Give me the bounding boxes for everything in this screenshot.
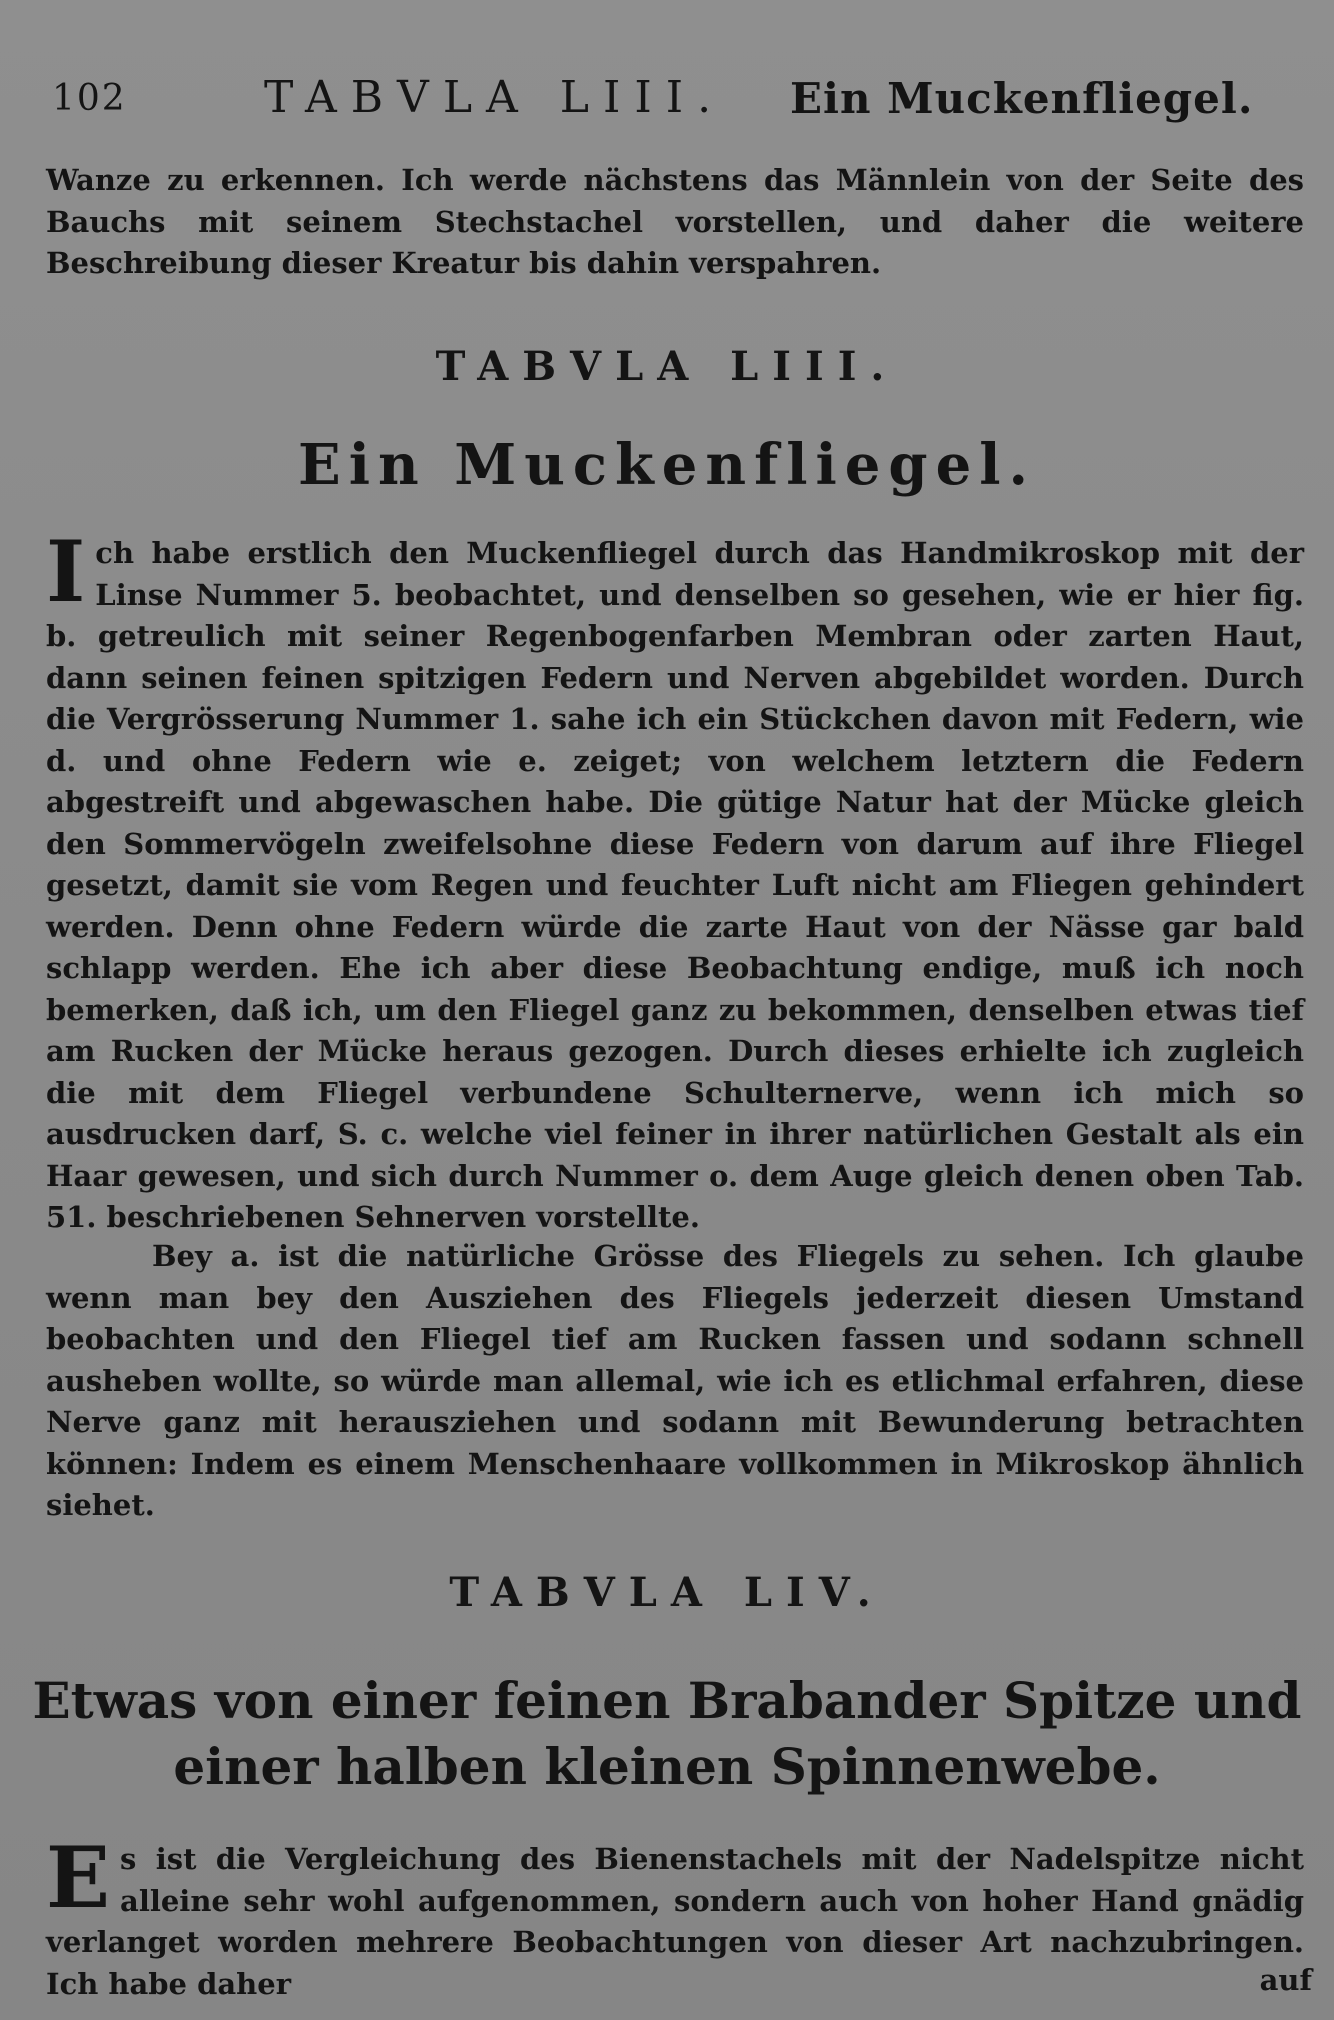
- running-head: [52, 72, 1302, 122]
- section-heading-brabander-spitze: Etwas von einer feinen Brabander Spitze und einer halben kleinen Spinnenwebe.: [32, 1671, 1302, 1796]
- section-tabula-liii: TABVLA LIII.: [435, 343, 899, 390]
- running-head-tabula: TABVLA LIII.: [264, 72, 726, 123]
- paragraph-brabander-1: [46, 1828, 1304, 2005]
- dropcap: I: [46, 522, 86, 621]
- paragraph-text: ch habe erstlich den Muckenfliegel durch das Handmikroskop mit der Linse Nummer 5. beobachtet, und denselben so gesehen, wie er hier fig. b. getreulich mit seiner Regenbogenfarben Membran oder zarten Haut, dann seinen feinen spitzigen Federn und Nerven abgebildet worden. Durch die Vergrösserung Nummer 1. sahe ich ein Stückchen davon mit Federn, wie d. und ohne Federn wie e. zeiget; von welchem letztern die Federn abgestreift und abgewaschen habe. Die gütige Natur hat der Mücke gleich den Sommervögeln zweifelsohne diese Federn von darum auf ihre Fliegel gesetzt, damit sie vom Regen und feuchter Luft nicht am Fliegen gehindert werden. Denn ohne Federn würde die zarte Haut von der Nässe gar bald schlapp werden. Ehe ich aber diese Beobachtung endige, muß ich noch bemerken, daß ich, um den Fliegel ganz zu bekommen, denselben etwas tief am Rucken der Mücke heraus gezogen. Durch dieses erhielte ich zugleich die mit dem Fliegel verbundene Schulternerve, wenn ich mich so ausdrucken darf, S. c. welche viel feiner in ihrer natürlichen Gestalt als ein Haar gewesen, und sich durch Nummer o. dem Auge gleich denen oben Tab. 51. beschriebenen Sehnerven vorstellte.: [46, 536, 1304, 1234]
- continuation-paragraph: Wanze zu erkennen. Ich werde nächstens das Männlein von der Seite des Bauchs mit seinem Stechstachel vorstellen, und daher die weitere Beschreibung dieser Kreatur bis dahin verspahren.: [46, 163, 1304, 280]
- running-head-subject: Ein Muckenfliegel.: [790, 74, 1254, 123]
- catchword: auf: [1259, 1963, 1312, 1997]
- paragraph-muckenfliegel-1: [46, 522, 1304, 1239]
- page-number: 102: [52, 78, 127, 119]
- section-tabula-liv: TABVLA LIV.: [449, 1569, 885, 1616]
- section-heading-muckenfliegel: Ein Muckenfliegel.: [298, 432, 1036, 498]
- paragraph-text: s ist die Vergleichung des Bienenstachels mit der Nadelspitze nicht alleine sehr wohl aufgenommen, sondern auch von hoher Hand gnädig verlanget worden mehrere Beobachtungen von dieser Art nachzubringen. Ich habe daher: [46, 1842, 1304, 2001]
- dropcap: E: [46, 1828, 111, 1927]
- paragraph-muckenfliegel-2: Bey a. ist die natürliche Grösse des Fliegels zu sehen. Ich glaube wenn man bey den Ausziehen des Fliegels jederzeit diesen Umstand beobachten und den Fliegel tief am Rucken fassen und sodann schnell ausheben wollte, so würde man allemal, wie ich es etlichmal erfahren, diese Nerve ganz mit herausziehen und sodann mit Bewunderung betrachten können: Indem es einem Menschenhaare vollkommen in Mikroskop ähnlich siehet.: [46, 1239, 1304, 1522]
